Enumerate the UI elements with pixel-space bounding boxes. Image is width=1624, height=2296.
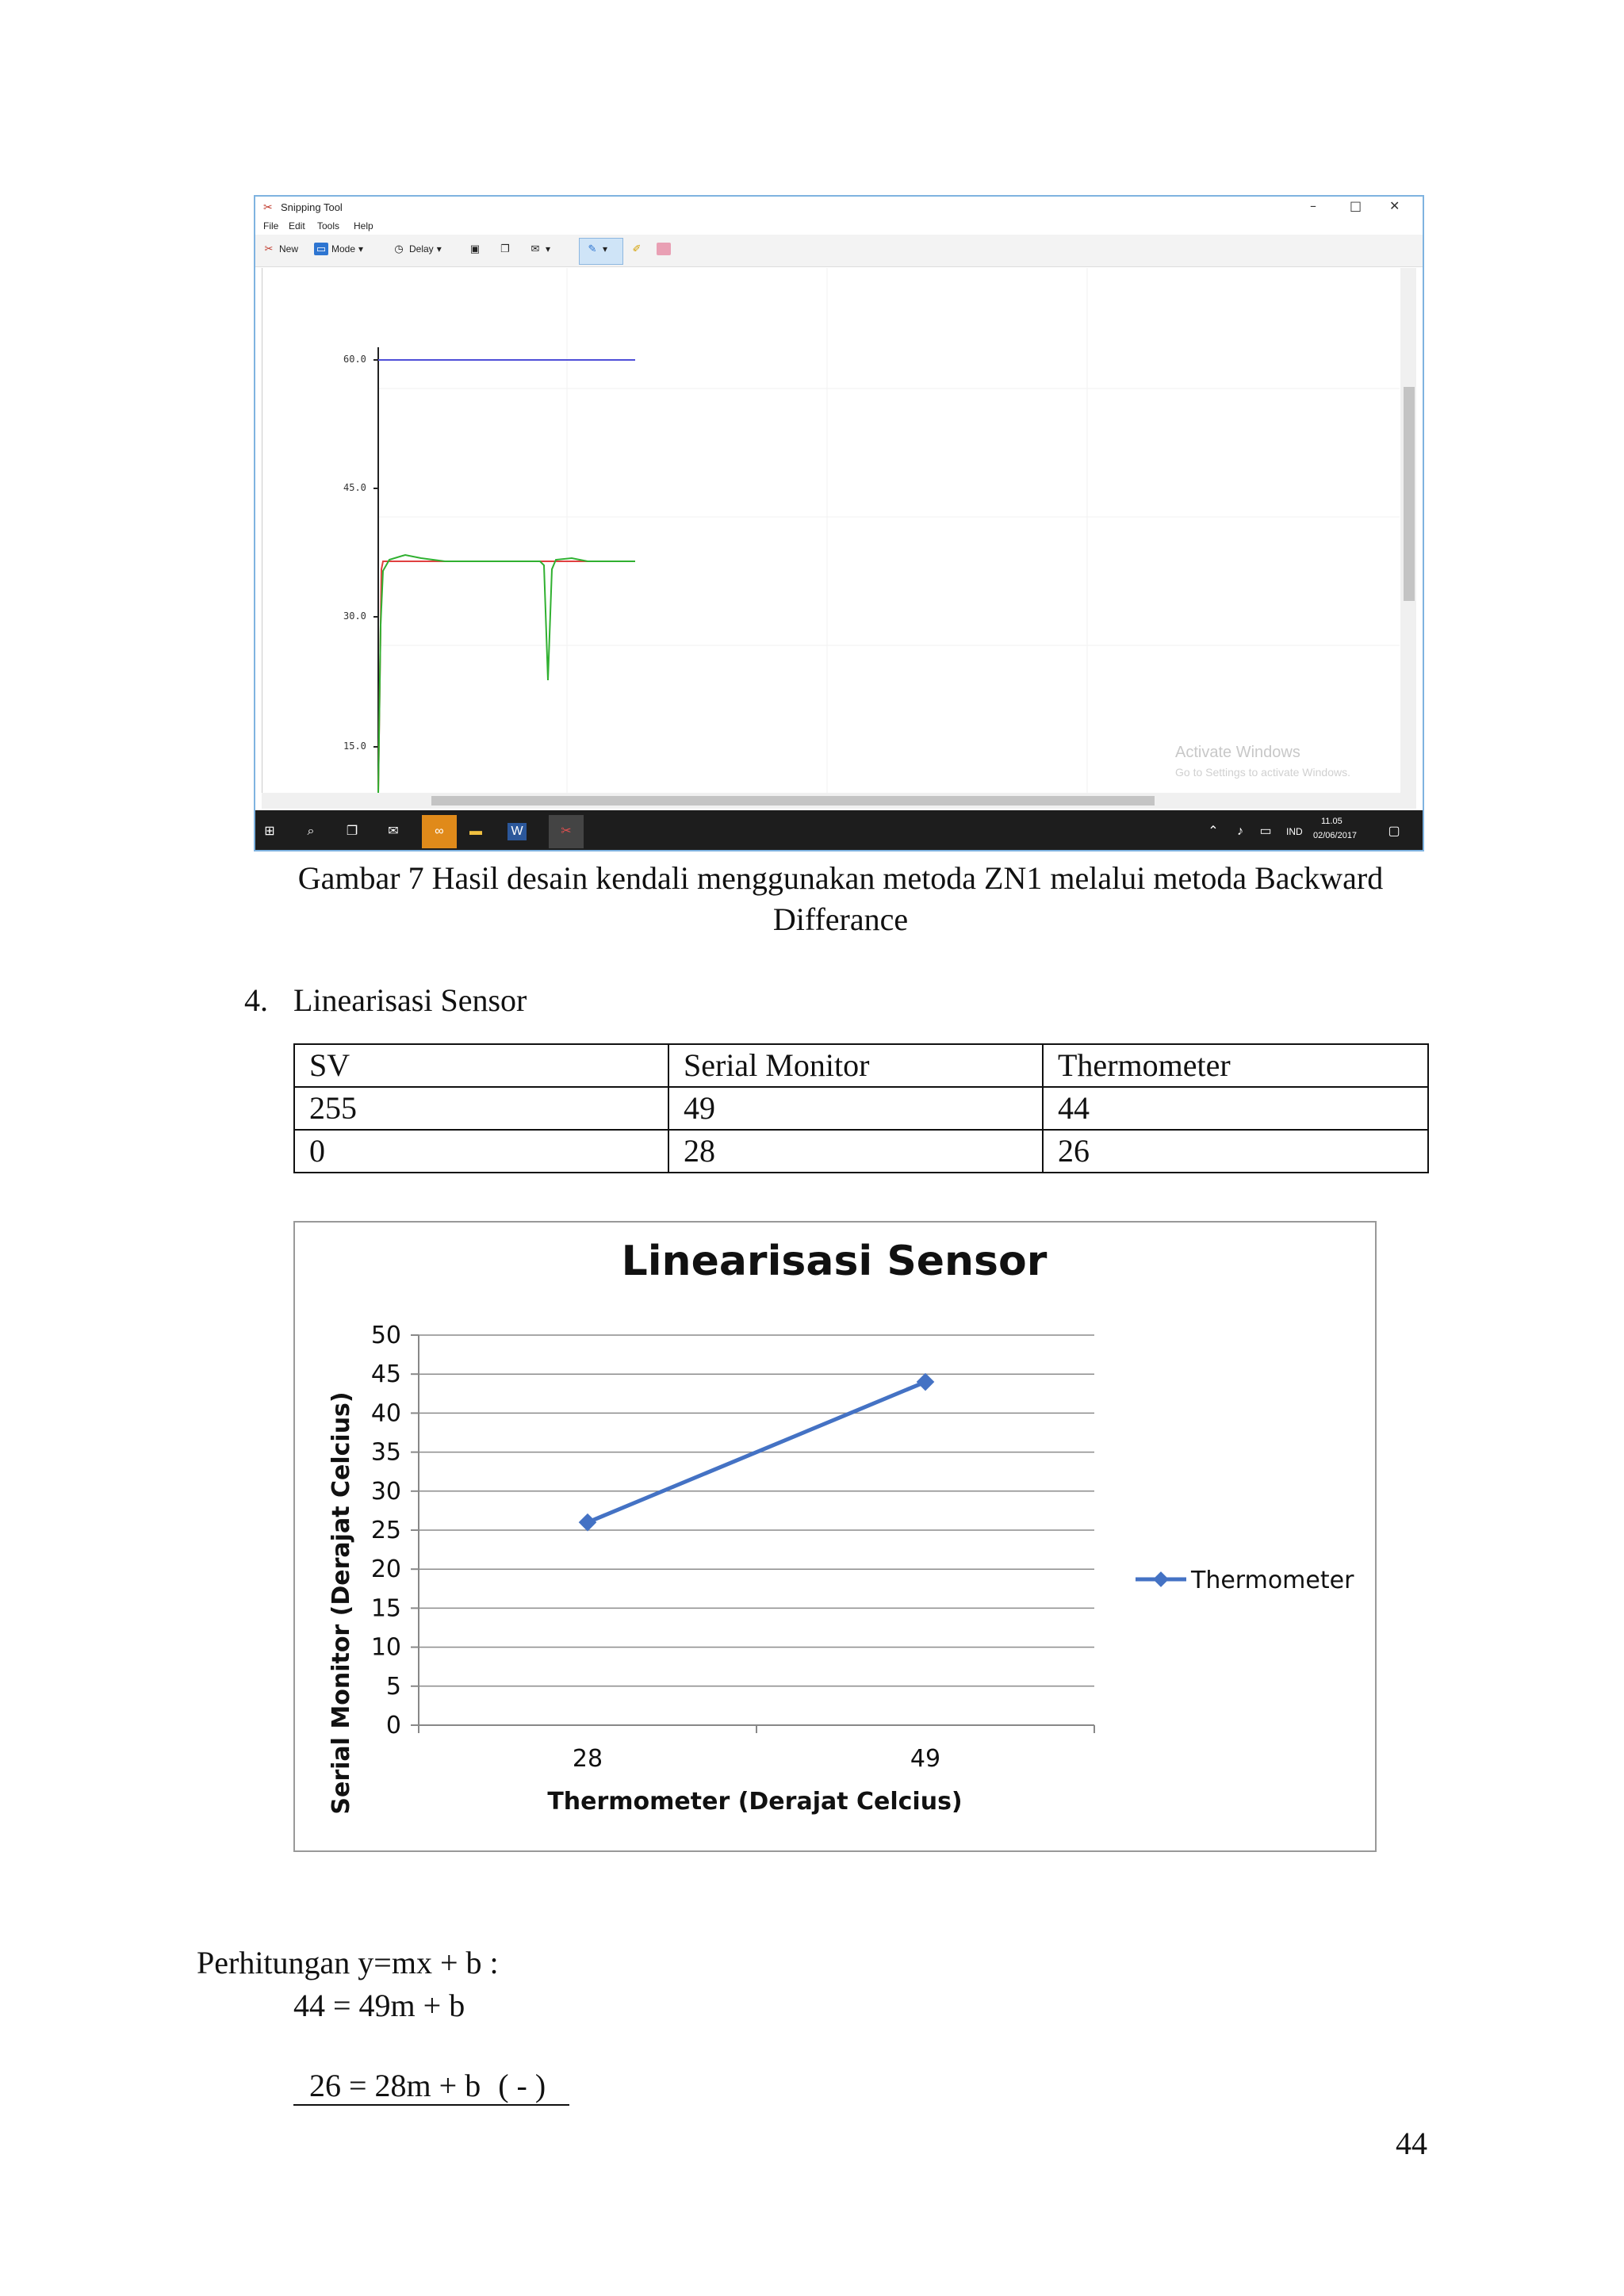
delay-button[interactable] bbox=[392, 243, 442, 255]
mode-button[interactable] bbox=[314, 243, 363, 255]
mail-icon[interactable]: ✉ bbox=[388, 825, 399, 838]
chart-y-label: Serial Monitor (Derajat Celcius) bbox=[327, 1391, 355, 1815]
chevron-up-icon[interactable]: ⌃ bbox=[1208, 825, 1219, 838]
table-row bbox=[294, 1087, 1428, 1130]
x-tick-label: 49 bbox=[910, 1745, 941, 1773]
word-icon[interactable]: W bbox=[508, 823, 527, 840]
table-cell: 49 bbox=[668, 1087, 1043, 1130]
menu-help[interactable]: Help bbox=[354, 220, 373, 232]
chart-title: Linearisasi Sensor bbox=[621, 1238, 1048, 1285]
close-icon[interactable]: ✕ bbox=[1389, 198, 1400, 213]
reference-line bbox=[378, 561, 635, 793]
eraser-button[interactable] bbox=[657, 243, 671, 255]
table-cell: 44 bbox=[1043, 1087, 1428, 1130]
y-tick-label: 20 bbox=[370, 1556, 401, 1584]
maximize-icon[interactable]: □ bbox=[1350, 198, 1362, 213]
chart-svg bbox=[295, 1223, 1375, 1850]
new-snip-icon: ✂ bbox=[264, 243, 274, 254]
plot-tick-label: 30.0 bbox=[343, 610, 366, 622]
equation-2-text: 26 = 28m + b bbox=[309, 2068, 481, 2103]
table-header-cell: Thermometer bbox=[1043, 1044, 1428, 1087]
clock-icon: ◷ bbox=[394, 243, 404, 254]
save-button[interactable] bbox=[468, 243, 482, 255]
y-tick-label: 40 bbox=[370, 1399, 401, 1428]
equation-2 bbox=[293, 2030, 569, 2106]
notification-icon[interactable]: ▢ bbox=[1388, 825, 1400, 838]
page-number: 44 bbox=[1396, 2126, 1427, 2161]
table-header-row bbox=[294, 1044, 1428, 1087]
table-cell: 255 bbox=[294, 1087, 668, 1130]
snipping-tool-icon: ✂ bbox=[263, 201, 273, 213]
toolbar bbox=[255, 235, 1423, 267]
legend-label: Thermometer bbox=[1191, 1567, 1354, 1594]
windows-start-icon[interactable]: ⊞ bbox=[264, 825, 275, 838]
serial-plot bbox=[262, 268, 1400, 793]
y-tick-label: 25 bbox=[370, 1517, 401, 1544]
save-icon: ▣ bbox=[469, 243, 481, 254]
snip-canvas bbox=[262, 268, 1400, 793]
table-cell: 26 bbox=[1043, 1130, 1428, 1173]
response-line bbox=[378, 555, 635, 793]
send-icon: ✉ bbox=[530, 243, 540, 254]
vertical-scroll-thumb[interactable] bbox=[1404, 387, 1415, 601]
clock-time: 11.05 bbox=[1321, 817, 1342, 826]
section-title: Linearisasi Sensor bbox=[293, 982, 527, 1018]
y-tick-label: 0 bbox=[385, 1712, 401, 1739]
plot-tick-label: 60.0 bbox=[343, 354, 366, 365]
table-cell: 0 bbox=[294, 1130, 668, 1173]
y-tick-label: 10 bbox=[370, 1633, 401, 1662]
chart-x-label: Thermometer (Derajat Celcius) bbox=[547, 1788, 963, 1816]
y-tick-label: 15 bbox=[370, 1594, 401, 1623]
y-tick-label: 30 bbox=[370, 1477, 401, 1506]
calculation-intro: Perhitungan y=mx + b : bbox=[197, 1945, 499, 1980]
battery-icon[interactable]: ▭ bbox=[1259, 825, 1272, 838]
y-tick-label: 35 bbox=[370, 1438, 401, 1467]
snipping-tool-screenshot bbox=[254, 195, 1424, 851]
sensor-table bbox=[293, 1043, 1429, 1173]
figure-caption-line-2: Differance bbox=[772, 901, 909, 937]
pen-icon: ✎ bbox=[588, 243, 597, 254]
chevron-down-icon: ▾ bbox=[436, 243, 442, 254]
figure-caption-line-1: Gambar 7 Hasil desain kendali menggunakan metoda ZN1 melalui metoda Backward bbox=[297, 860, 1384, 896]
legend-marker bbox=[1153, 1571, 1169, 1587]
delay-label: Delay bbox=[409, 243, 434, 254]
linearization-chart bbox=[293, 1221, 1377, 1852]
section-number: 4. bbox=[244, 982, 268, 1018]
pen-button[interactable] bbox=[585, 243, 607, 255]
task-view-icon[interactable]: ❐ bbox=[346, 825, 358, 838]
plot-tick-label: 15.0 bbox=[343, 740, 366, 752]
mode-label: Mode bbox=[331, 243, 356, 254]
snipping-taskbar-icon[interactable]: ✂ bbox=[549, 815, 584, 848]
clock-date: 02/06/2017 bbox=[1313, 831, 1358, 840]
table-row bbox=[294, 1130, 1428, 1173]
y-tick-label: 45 bbox=[370, 1360, 401, 1389]
equation-2-operator: ( - ) bbox=[498, 2068, 546, 2103]
window-titlebar bbox=[255, 197, 1423, 217]
table-cell: 28 bbox=[668, 1130, 1043, 1173]
language-indicator[interactable]: IND bbox=[1286, 826, 1303, 837]
table-header-cell: SV bbox=[294, 1044, 668, 1087]
chevron-down-icon: ▾ bbox=[358, 243, 364, 254]
mode-icon: ▭ bbox=[314, 243, 328, 255]
equation-1: 44 = 49m + b bbox=[293, 1988, 465, 2023]
send-button[interactable] bbox=[528, 243, 550, 255]
data-point bbox=[917, 1373, 935, 1391]
x-tick-label: 28 bbox=[572, 1745, 603, 1773]
volume-icon[interactable]: ♪ bbox=[1237, 825, 1243, 838]
plot-tick-label: 45.0 bbox=[343, 482, 366, 493]
search-icon[interactable]: ⌕ bbox=[307, 825, 315, 838]
window-title: Snipping Tool bbox=[281, 201, 343, 213]
activate-windows-watermark: Activate Windows bbox=[1175, 744, 1300, 761]
highlighter-button[interactable] bbox=[630, 243, 644, 255]
copy-icon: ❐ bbox=[500, 243, 510, 254]
y-tick-label: 50 bbox=[370, 1322, 401, 1349]
copy-button[interactable] bbox=[498, 243, 512, 255]
horizontal-scroll-thumb[interactable] bbox=[431, 796, 1155, 806]
activate-windows-hint: Go to Settings to activate Windows. bbox=[1175, 766, 1350, 779]
folder-icon[interactable]: ▬ bbox=[469, 825, 482, 838]
table-header-cell: Serial Monitor bbox=[668, 1044, 1043, 1087]
windows-taskbar bbox=[255, 810, 1423, 851]
minimize-icon[interactable]: – bbox=[1310, 198, 1316, 213]
menu-tools[interactable]: Tools bbox=[317, 220, 340, 232]
new-button[interactable] bbox=[262, 243, 298, 255]
highlighter-icon: ✐ bbox=[632, 243, 642, 254]
section-heading bbox=[244, 982, 527, 1019]
arduino-icon[interactable]: ∞ bbox=[422, 815, 457, 848]
chevron-down-icon: ▾ bbox=[603, 243, 608, 254]
chart-legend bbox=[1136, 1567, 1354, 1594]
chevron-down-icon: ▾ bbox=[546, 243, 551, 254]
menu-file[interactable]: File bbox=[263, 220, 279, 232]
menu-edit[interactable]: Edit bbox=[289, 220, 305, 232]
menu-bar bbox=[255, 217, 1423, 235]
data-point bbox=[579, 1513, 597, 1532]
eraser-icon bbox=[657, 243, 671, 255]
y-tick-label: 5 bbox=[385, 1672, 401, 1701]
new-label: New bbox=[279, 243, 299, 254]
